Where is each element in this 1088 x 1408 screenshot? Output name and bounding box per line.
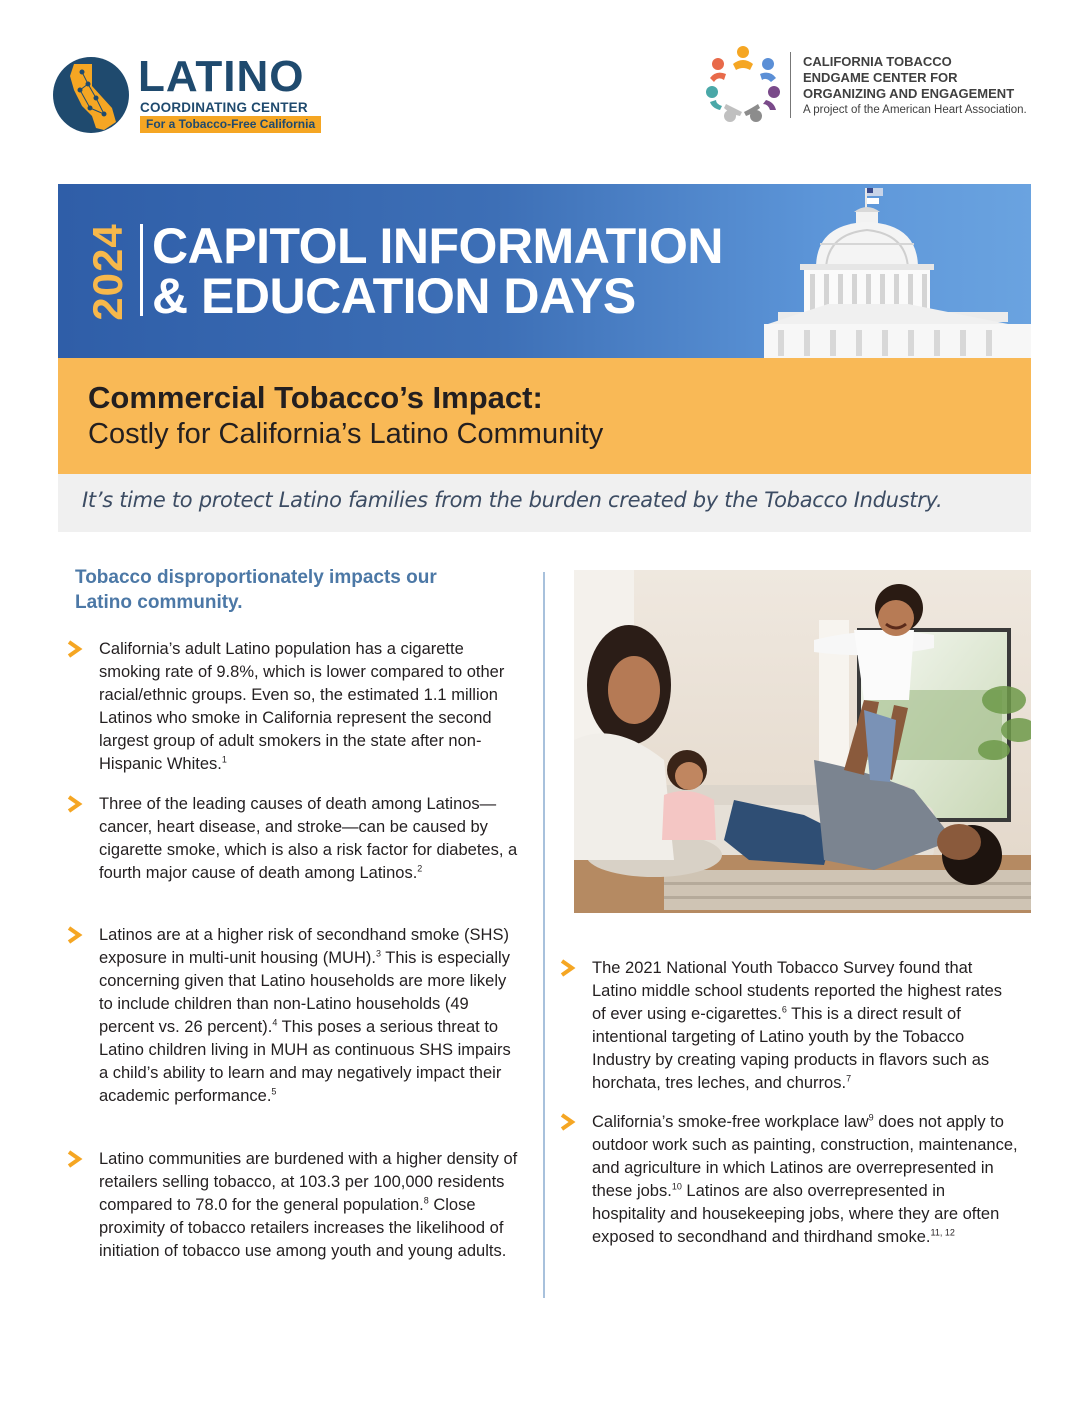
bullet-text	[592, 957, 1012, 1095]
latino-coordinating-center-logo	[52, 52, 332, 136]
ctec-logo-project: A project of the American Heart Association.	[803, 104, 1027, 116]
ctec-logo-line: ENDGAME CENTER FOR	[803, 70, 958, 85]
tagline-text: It’s time to protect Latino families from the burden created by the Tobacco Industry.	[82, 488, 943, 512]
footnote-ref: 4	[272, 1017, 278, 1028]
chevron-right-icon	[67, 640, 83, 658]
lcc-logo-subtitle: COORDINATING CENTER	[140, 100, 308, 115]
column-divider	[543, 572, 545, 1298]
bullet-text-segment: Three of the leading causes of death among Latinos—cancer, heart disease, and stroke—can be caused by cigarette smoke, which is also a risk factor for diabetes, a fourth major cause of death among Latinos.	[99, 795, 518, 882]
banner-year	[84, 214, 131, 329]
bullet-text-segment: does not apply to outdoor work such as painting, construction, maintenance, and agriculture in which Latinos are overrepresented in these jobs.	[592, 1113, 1018, 1200]
bullet-text-segment: This is especially concerning given that Latino households are more likely to include children than non-Latino households (49 percent vs. 26 percent).	[99, 949, 510, 1036]
chevron-right-icon	[67, 1150, 83, 1168]
footnote-ref: 5	[271, 1086, 277, 1097]
banner-title-line1: CAPITOL INFORMATION	[152, 218, 724, 274]
bullet-item	[592, 957, 1012, 1095]
california-map-icon	[52, 56, 130, 134]
footnote-ref: 9	[868, 1112, 874, 1123]
banner-year-text: 2024	[84, 222, 131, 321]
footnote-ref: 7	[846, 1073, 852, 1084]
bullet-text-segment: This poses a serious threat to Latino children living in MUH as continuous SHS impairs a child’s ability to learn and may negatively impact their academic performance.	[99, 1018, 511, 1105]
banner-title-line2: & EDUCATION DAYS	[152, 268, 636, 324]
document-subtitle: Costly for California’s Latino Community	[88, 418, 604, 450]
lcc-logo-tagline: For a Tobacco-Free California	[140, 116, 321, 133]
chevron-right-icon	[67, 926, 83, 944]
ctec-logo-divider	[790, 52, 791, 118]
ctec-logo	[700, 42, 1040, 128]
bullet-item	[592, 1111, 1022, 1249]
bullet-text-segment: California’s smoke-free workplace law	[592, 1113, 869, 1131]
bullet-text	[99, 793, 519, 885]
lcc-logo-title: LATINO	[138, 52, 305, 101]
footnote-ref: 3	[375, 948, 381, 959]
subtitle-band	[58, 358, 1031, 474]
bullet-item	[99, 1148, 519, 1263]
ctec-logo-line: ORGANIZING AND ENGAGEMENT	[803, 86, 1015, 101]
event-banner	[58, 184, 1031, 358]
chevron-right-icon	[560, 1113, 576, 1131]
bullet-item	[99, 638, 519, 776]
left-column-heading: Tobacco disproportionately impacts our Latino community.	[75, 567, 437, 613]
bullet-text-segment: The 2021 National Youth Tobacco Survey found that Latino middle school students reported the highest rates of ever using e-cigarettes.	[592, 959, 1003, 1023]
people-circle-icon	[700, 42, 786, 128]
bullet-text-segment: Latino communities are burdened with a higher density of retailers selling tobacco, at 103.3 per 100,000 residents compared to 78.0 for the general population.	[99, 1150, 518, 1214]
bullet-text-segment: Latinos are at a higher risk of secondhand smoke (SHS) exposure in multi-unit housing (MUH).	[99, 926, 509, 967]
bullet-text-segment: Close proximity of tobacco retailers increases the likelihood of initiation of tobacco use among youth and young adults.	[99, 1196, 507, 1260]
ctec-logo-text	[803, 54, 1027, 118]
banner-divider	[140, 224, 143, 316]
capitol-dome-illustration	[708, 184, 1031, 358]
ctec-logo-line: CALIFORNIA TOBACCO	[803, 54, 952, 69]
tagline-band	[58, 474, 1031, 532]
bullet-text	[592, 1111, 1022, 1249]
footnote-ref: 6	[781, 1004, 787, 1015]
bullet-item	[99, 924, 519, 1108]
bullet-text	[99, 1148, 519, 1263]
bullet-text-segment: This is a direct result of intentional targeting of Latino youth by the Tobacco Industry by creating vaping products in flavors such as horchata, tres leches, and churros.	[592, 1005, 990, 1092]
bullet-text-segment: California’s adult Latino population has a cigarette smoking rate of 9.8%, which is lower compared to other racial/ethnic groups. Even so, the estimated 1.1 million Latinos who smoke in California represent the second largest group of adult smokers in the state after non-Hispanic Whites.	[99, 640, 505, 773]
footnote-ref: 1	[221, 754, 227, 765]
footnote-ref: 11, 12	[930, 1227, 955, 1238]
bullet-text	[99, 638, 519, 776]
family-photo	[574, 570, 1031, 913]
bullet-text	[99, 924, 519, 1108]
chevron-right-icon	[67, 795, 83, 813]
footnote-ref: 10	[671, 1181, 682, 1192]
document-title: Commercial Tobacco’s Impact:	[88, 380, 543, 415]
chevron-right-icon	[560, 959, 576, 977]
footnote-ref: 8	[423, 1195, 429, 1206]
footnote-ref: 2	[417, 863, 423, 874]
bullet-item	[99, 793, 519, 885]
bullet-text-segment: Latinos are also overrepresented in hospitality and housekeeping jobs, where they are often exposed to secondhand and thirdhand smoke.	[592, 1182, 1000, 1246]
